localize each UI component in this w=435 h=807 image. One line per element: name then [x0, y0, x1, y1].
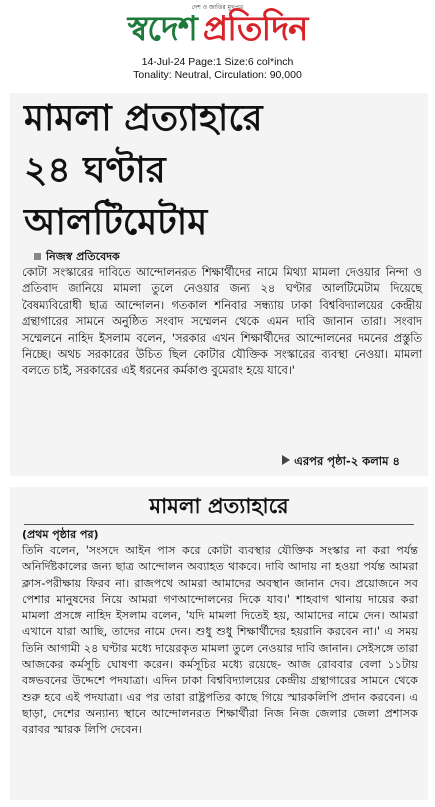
masthead	[0, 0, 435, 56]
meta-tonality-circulation: Tonality: Neutral, Circulation: 90,000	[133, 69, 302, 81]
continuation-label: (প্রথম পৃষ্ঠার পর)	[22, 528, 99, 541]
continuation-clipping	[10, 487, 428, 800]
triangle-arrow-icon	[282, 455, 290, 465]
byline-square-icon	[34, 253, 41, 260]
continuation-body: তিনি বলেন, 'সংসদে আইন পাস করে কোটা ব্যবস্থার যৌক্তিক সংস্কার না করা পর্যন্ত অনির্দিষ্টকালের জন্য ছাত্র আন্দোলন অব্যাহত থাকবে। দাবি আদায় না হওয়া পর্যন্ত আমরা ক্লাস-পরীক্ষায় ফিরব না। রাজপথে আমরা আমাদের অবস্থান জানান দেব। প্রয়োজনে সব পেশার মানুষদের নিয়ে আমরা গণআন্দোলনের দিকে যাব।' শাহবাগ থানায় দায়ের করা মামলা প্রসঙ্গে নাহিদ ইসলাম বলেন, 'যদি মামলা দিতেই হয়, আমাদের নামে দেন। আমরা এখানে যারা আছি, তাদের নামে দেন। শুধু শুধু শিক্ষার্থীদের হয়রানি করবেন না।' এ সময় তিনি আগামী ২৪ ঘণ্টার মধ্যে দায়েরকৃত মামলা তুলে নেওয়ার দাবি জানান। সেইসঙ্গে তারা আজকের কর্মসূচি ঘোষণা করেন। কর্মসূচির মধ্যে রয়েছে- আজ রোববার বেলা ১১টায় বঙ্গভবনের উদ্দেশে পদযাত্রা। এদিন ঢাকা বিশ্ববিদ্যালয়ের কেন্দ্রীয় গ্রন্থাগারের সামনে থেকে শুরু হবে এই পদযাত্রা। এর পর তারা রাষ্ট্রপতির কাছে গিয়ে স্মারকলিপি প্রদান করবেন। এ ছাড়া, দেশের অন্যান্য স্থানে আন্দোলনরত শিক্ষার্থীরা নিজ নিজ জেলার জেলা প্রশাসক বরাবর স্মারক লিপি দেবেন।	[22, 544, 418, 737]
newspaper-logo	[0, 6, 435, 52]
divider	[24, 524, 414, 525]
clipping-meta	[0, 56, 435, 82]
continued-text: এরপর পৃষ্ঠা-২ কলাম ৪	[294, 454, 400, 468]
article-headline	[24, 93, 428, 249]
logo-word-1: স্বদেশ	[127, 9, 197, 49]
headline-line-3: আলটিমেটাম	[24, 202, 208, 243]
byline	[34, 250, 120, 264]
headline-line-1: মামলা প্রত্যাহারে	[24, 98, 263, 139]
continuation-headline: মামলা প্রত্যাহারে	[149, 494, 289, 518]
meta-date-page-size: 14-Jul-24 Page:1 Size:6 col*inch	[141, 56, 294, 68]
byline-text: নিজস্ব প্রতিবেদক	[46, 250, 120, 263]
article-body: কোটা সংস্কারের দাবিতে আন্দোলনরত শিক্ষার্থীদের নামে মিথ্যা মামলা দেওয়ার নিন্দা ও প্রতিবাদ জানিয়ে মামলা তুলে নেওয়ার জন্য ২৪ ঘণ্টার আলটিমেটাম দিয়েছে বৈষম্যবিরোধী ছাত্র আন্দোলন। গতকাল শনিবার সন্ধ্যায় ঢাকা বিশ্ববিদ্যালয়ের কেন্দ্রীয় গ্রন্থাগারের সামনে অনুষ্ঠিত সংবাদ সম্মেলন থেকে এমন দাবি জানান তারা। সংবাদ সম্মেলনে নাহিদ ইসলাম বলেন, 'সরকার এখন শিক্ষার্থীদের আন্দোলনের দমনের প্রস্তুতি নিচ্ছে। অথচ সরকারের উচিত ছিল কোটার যৌক্তিক সংস্কারের ব্যবস্থা নেওয়া। মামলা বলতে চাই, সরকারের এই ধরনের কর্মকাণ্ড বুমেরাং হয়ে যাবে।'	[22, 266, 422, 378]
masthead-tagline: দেশ ও জাতির মুখপত্র	[191, 4, 244, 11]
continued-marker	[282, 453, 400, 469]
logo-word-2: প্রতিদিন	[202, 9, 308, 49]
headline-line-2: ২৪ ঘণ্টার	[24, 150, 166, 191]
article-clipping	[10, 93, 428, 476]
